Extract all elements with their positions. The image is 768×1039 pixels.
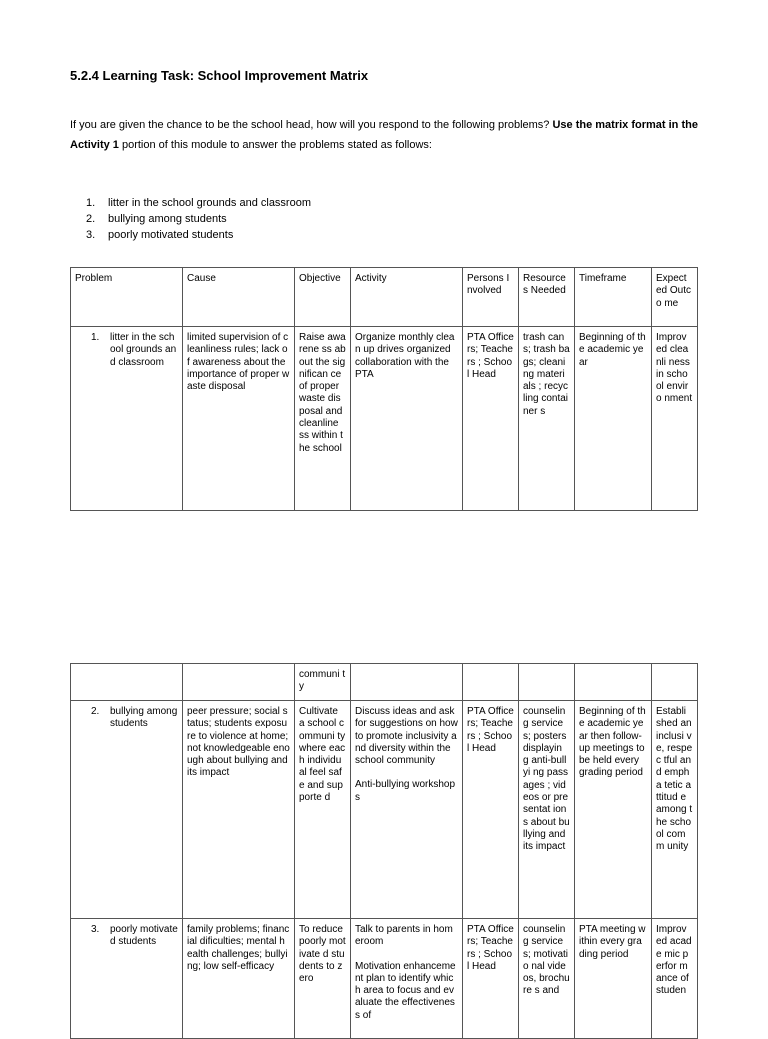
outcome-cell: Improv ed acade mic perfor mance of studen [652,919,698,1039]
objective-cell: communi ty [295,664,351,701]
cause-cell: peer pressure; social status; students exposure to violence at home; not knowledgeable enough about bullying and its impact [183,701,295,919]
table-row [71,919,698,1039]
list-number: 2. [86,213,96,225]
header-activity: Activity [351,268,463,327]
timeframe-cell: Beginning of the academic year then follow-up meetings to be held every grading period [575,701,652,919]
list-text: bullying among students [108,213,227,225]
list-number: 3. [86,229,96,241]
problem-cell [71,701,183,919]
objective-cell: Cultivate a school communi ty where each individual feel safe and supporte d [295,701,351,919]
matrix-table-part-1 [70,267,698,511]
problem-number: 3. [91,924,100,935]
intro-paragraph [70,115,700,155]
problem-number: 1. [91,332,100,343]
timeframe-cell: Beginning of the academic year [575,327,652,511]
problem-text: litter in the school grounds and classroom [110,332,177,368]
header-resources-needed: Resource s Needed [519,268,575,327]
table-header-row [71,268,698,327]
cause-cell: limited supervision of cleanliness rules; lack of awareness about the importance of proper waste disposal [183,327,295,511]
empty-cell [652,664,698,701]
empty-cell [351,664,463,701]
empty-cell [71,664,183,701]
header-timeframe: Timeframe [575,268,652,327]
table-row-continued [71,664,698,701]
persons-cell: PTA Officers; Teachers ; School Head [463,701,519,919]
list-item [70,227,311,243]
activity-cell [351,701,463,919]
problem-number: 2. [91,706,100,717]
persons-cell: PTA Officers; Teachers ; School Head [463,919,519,1039]
objective-cell: To reduce poorly motivate d students to zero [295,919,351,1039]
page-title: 5.2.4 Learning Task: School Improvement Matrix [70,68,369,83]
table-row [71,327,698,511]
header-cause: Cause [183,268,295,327]
objective-cell: Raise awarene ss about the significan ce of proper waste disposal and cleanline ss within the school [295,327,351,511]
empty-cell [519,664,575,701]
header-expected-outcome: Expect ed Outco me [652,268,698,327]
resources-cell: trash cans; trash bags; cleaning materials ; recycling container s [519,327,575,511]
problem-list [70,195,311,243]
header-persons-involved: Persons Involved [463,268,519,327]
problem-cell [71,327,183,511]
table-row [71,701,698,919]
list-text: litter in the school grounds and classroom [108,197,311,209]
outcome-cell: Improv ed cleanli ness in school enviro nment [652,327,698,511]
header-objective: Objective [295,268,351,327]
empty-cell [463,664,519,701]
resources-cell: counselin g services; motivatio nal videos, brochure s and [519,919,575,1039]
list-text: poorly motivated students [108,229,234,241]
persons-cell: PTA Officers; Teachers ; School Head [463,327,519,511]
activity-cell: Organize monthly clean up drives organized collaboration with the PTA [351,327,463,511]
outcome-cell: Establi shed an inclusi ve, respec tful and empha tetic attitud e among the school comm unity [652,701,698,919]
problem-text: bullying among students [110,706,178,730]
list-item [70,195,311,211]
intro-text-b: portion of this module to answer the problems stated as follows: [118,139,432,151]
activity-text: Anti-bullying workshops [355,779,456,803]
intro-text-a: If you are given the chance to be the school head, how will you respond to the following problems? [70,119,553,131]
resources-cell: counselin g services; posters displayin g anti-bullyi ng passages ; videos or presentat ions about bullying and its impact [519,701,575,919]
problem-text: poorly motivated students [110,924,178,948]
timeframe-cell: PTA meeting within every grading period [575,919,652,1039]
activity-cell [351,919,463,1039]
list-item [70,211,311,227]
header-problem: Problem [71,268,183,327]
activity-text: Talk to parents in homeroom [355,924,453,948]
list-number: 1. [86,197,96,209]
cause-cell: family problems; financial dificulties; mental health challenges; bullying; low self-efficacy [183,919,295,1039]
intro-bold: Use the matrix format in the Activity 1 [70,119,698,151]
empty-cell [183,664,295,701]
activity-text: Discuss ideas and ask for suggestions on how to promote inclusivity and diversity within the school community [355,706,458,767]
empty-cell [575,664,652,701]
matrix-table-part-2 [70,663,698,1039]
activity-text: Motivation enhancement plan to identify which area to focus and evaluate the effectiveness of [355,960,456,1021]
problem-cell [71,919,183,1039]
